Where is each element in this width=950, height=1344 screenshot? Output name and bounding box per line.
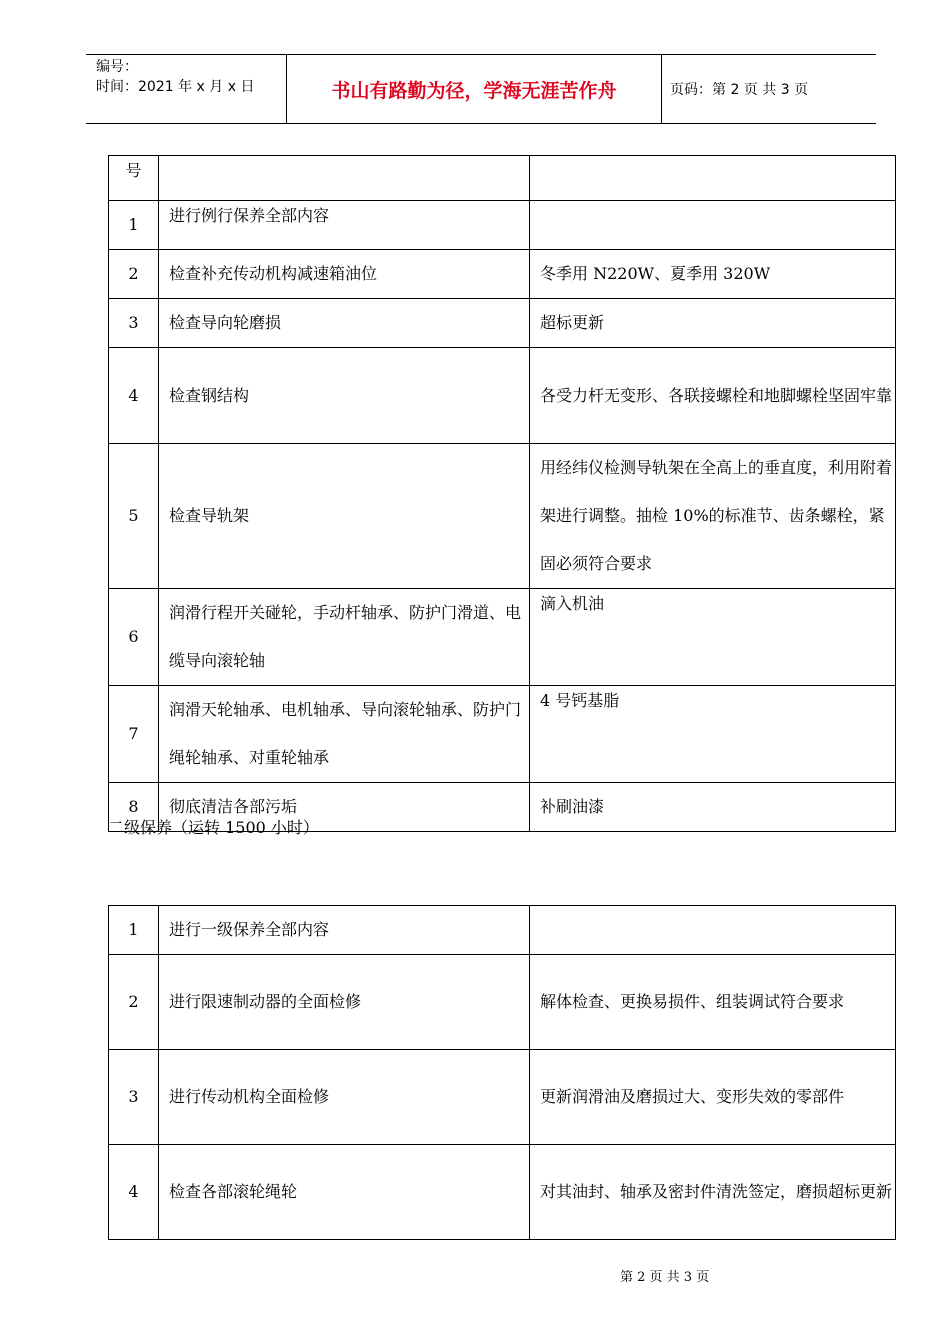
table-cell-num: 1 [109,906,159,955]
table-cell-note: 超标更新 [530,299,896,348]
table-cell-item: 检查导向轮磨损 [159,299,530,348]
table-cell-item [159,156,530,201]
table-cell-note: 用经纬仪检测导轨架在全高上的垂直度，利用附着架进行调整。抽检 10%的标准节、齿条螺栓，紧固必须符合要求 [530,444,896,589]
table-row [109,250,896,299]
page-header [86,54,876,124]
table-cell-item: 进行一级保养全部内容 [159,906,530,955]
table-cell-item: 检查各部滚轮绳轮 [159,1145,530,1240]
doc-number-label: 编号： [96,59,138,75]
table-row [109,1145,896,1240]
table-cell-num: 6 [109,589,159,686]
header-meta [96,57,254,97]
table-row [109,589,896,686]
table-row [109,201,896,250]
table-cell-item: 检查导轨架 [159,444,530,589]
table-cell-item: 彻底清洁各部污垢 [159,783,530,832]
table-cell-item: 润滑行程开关碰轮，手动杆轴承、防护门滑道、电缆导向滚轮轴 [159,589,530,686]
section-label-level2: 二级保养（运转 1500 小时） [108,818,319,837]
table-row [109,906,896,955]
table-cell-num: 5 [109,444,159,589]
table-row [109,156,896,201]
table-row [109,444,896,589]
table-cell-num: 8 [109,783,159,832]
table-cell-item: 进行限速制动器的全面检修 [159,955,530,1050]
table-cell-num: 号 [109,156,159,201]
table-cell-note: 对其油封、轴承及密封件清洗签定，磨损超标更新 [530,1145,896,1240]
header-slogan: 书山有路勤为径，学海无涯苦作舟 [286,55,662,123]
table-cell-note: 冬季用 N220W、夏季用 320W [530,250,896,299]
table-row [109,299,896,348]
table-row [109,955,896,1050]
table-cell-num: 2 [109,955,159,1050]
table-cell-note: 解体检查、更换易损件、组装调试符合要求 [530,955,896,1050]
table-cell-note [530,201,896,250]
table-cell-note: 更新润滑油及磨损过大、变形失效的零部件 [530,1050,896,1145]
table-cell-note [530,156,896,201]
table-row [109,348,896,444]
table-cell-item: 检查补充传动机构减速箱油位 [159,250,530,299]
table-cell-note: 滴入机油 [530,589,896,686]
maintenance-table-level1 [108,155,896,832]
table-cell-num: 1 [109,201,159,250]
table-cell-item: 进行传动机构全面检修 [159,1050,530,1145]
table-cell-item: 润滑天轮轴承、电机轴承、导向滚轮轴承、防护门绳轮轴承、对重轮轴承 [159,686,530,783]
table-cell-num: 3 [109,299,159,348]
table-cell-num: 4 [109,348,159,444]
header-page-info: 页码：第 2 页 共 3 页 [670,82,809,98]
page-footer: 第 2 页 共 3 页 [620,1270,710,1285]
doc-time-label: 时间：2021 年 x 月 x 日 [96,79,255,95]
table-row [109,1050,896,1145]
table-cell-num: 7 [109,686,159,783]
maintenance-table-level2 [108,905,896,1240]
table-cell-item: 检查钢结构 [159,348,530,444]
table-cell-item: 进行例行保养全部内容 [159,201,530,250]
table-cell-note: 补刷油漆 [530,783,896,832]
table-row [109,686,896,783]
table-cell-note: 4 号钙基脂 [530,686,896,783]
table-cell-note [530,906,896,955]
table-cell-num: 3 [109,1050,159,1145]
table-cell-note: 各受力杆无变形、各联接螺栓和地脚螺栓坚固牢靠 [530,348,896,444]
table-cell-num: 2 [109,250,159,299]
table-cell-num: 4 [109,1145,159,1240]
